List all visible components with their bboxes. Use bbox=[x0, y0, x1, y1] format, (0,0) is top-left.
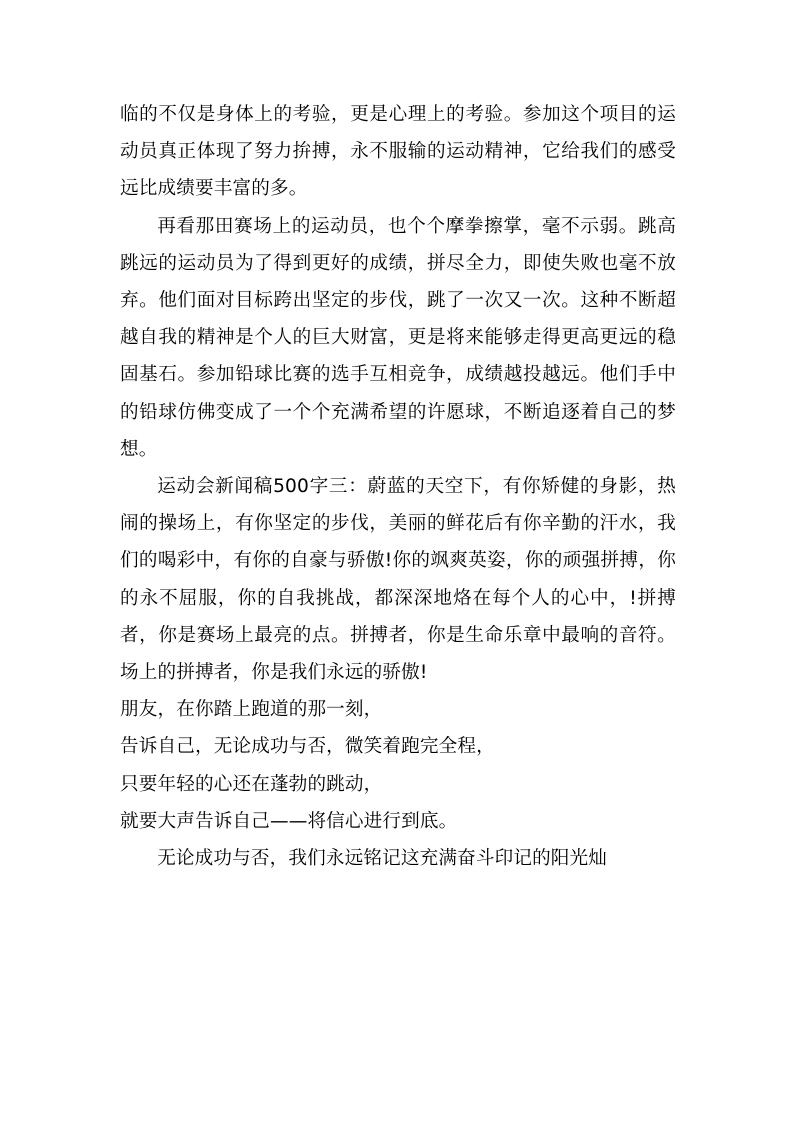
paragraph-1: 临的不仅是身体上的考验，更是心理上的考验。参加这个项目的运动员真正体现了努力拚搏，永不服输的运动精神，它给我们的感受远比成绩要丰富的多。 bbox=[120, 104, 676, 200]
poem-block bbox=[120, 691, 676, 840]
paragraph-final: 无论成功与否，我们永远铭记这充满奋斗印记的阳光灿 bbox=[157, 848, 608, 870]
paragraph-3: 运动会新闻稿500字三：蔚蓝的天空下，有你矫健的身影，热闹的操场上，有你坚定的步伐，美丽的鲜花后有你辛勤的汗水，我们的喝彩中，有你的自豪与骄傲!你的飒爽英姿，你的顽强拼搏，你的永不屈服，你的自我挑战，都深深地烙在每个人的心中，!拼搏者，你是赛场上最亮的点。拼搏者，你是生命乐章中最响的音符。场上的拼搏者，你是我们永远的骄傲! bbox=[120, 476, 676, 684]
poem-line-3: 只要年轻的心还在蓬勃的跳动， bbox=[120, 773, 383, 795]
poem-line-4: 就要大声告诉自己——将信心进行到底。 bbox=[120, 810, 458, 832]
document-body bbox=[120, 96, 676, 877]
paragraph-2: 再看那田赛场上的运动员，也个个摩拳擦掌，毫不示弱。跳高跳远的运动员为了得到更好的成绩，拼尽全力，即使失败也毫不放弃。他们面对目标跨出坚定的步伐，跳了一次又一次。这种不断超越自我的精神是个人的巨大财富，更是将来能够走得更高更远的稳固基石。参加铅球比赛的选手互相竞争，成绩越投越远。他们手中的铅球仿佛变成了一个个充满希望的许愿球，不断追逐着自己的梦想。 bbox=[120, 215, 676, 460]
poem-line-1: 朋友，在你踏上跑道的那一刻， bbox=[120, 699, 383, 721]
poem-line-2: 告诉自己，无论成功与否，微笑着跑完全程， bbox=[120, 736, 495, 758]
